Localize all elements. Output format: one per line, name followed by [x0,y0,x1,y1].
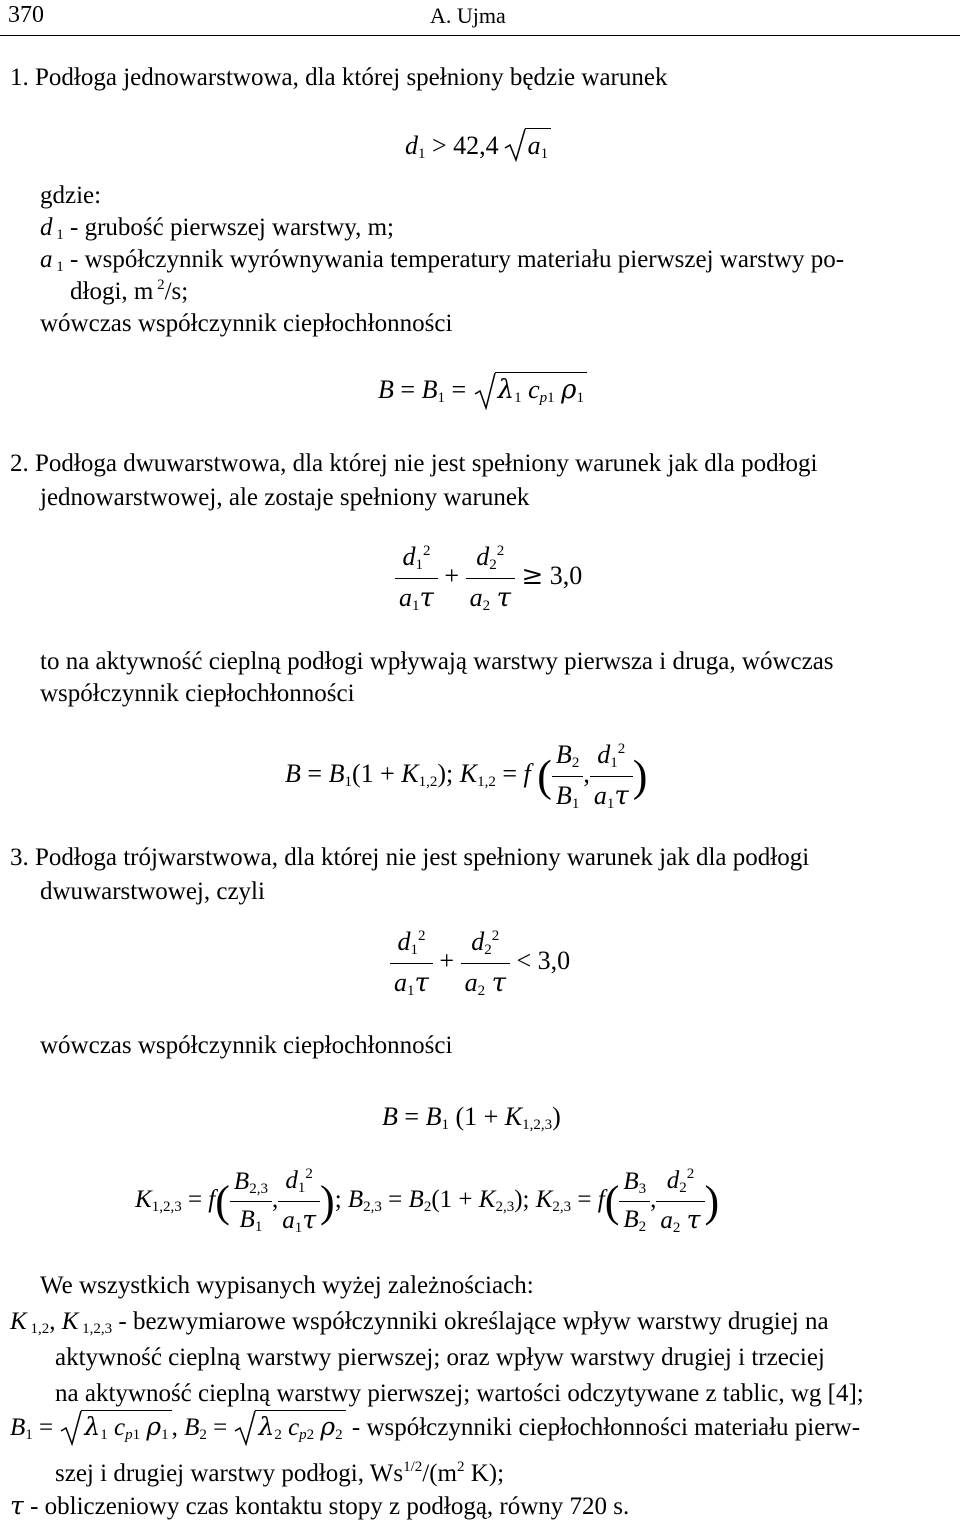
section-2-after-2: współczynnik ciepłochłonności [40,680,355,707]
equation-condition-2: $\frac{d_1^2}{a_1\tau}$ + $\frac{d_2^2}{a_2 \tau}$ ≥ 3,0 [395,540,582,616]
section-2-intro-2: jednowarstwowej, ale zostaje spełniony warunek [40,484,530,511]
d1-definition: d $_1$ - grubość pierwszej warstwy, m; [40,214,394,243]
footer-intro: We wszystkich wypisanych wyżej zależnościach: [40,1272,534,1299]
equation-condition-3: $\frac{d_1^2}{a_1\tau}$ + $\frac{d_2^2}{a_2 \tau}$ < 3,0 [390,925,570,1001]
section-3-intro-1: 3. Podłoga trójwarstwowa, dla której nie jest spełniony warunek jak dla podłogi [10,844,810,871]
a1-definition-cont: dłogi, m $^2$/s; [70,277,189,305]
section-3-wowczas: wówczas współczynnik ciepłochłonności [40,1032,453,1059]
k-definition-3: na aktywność cieplną warstwy pierwszej; wartości odczytywane z tablic, wg [4]; [55,1380,864,1407]
section-2-intro-1: 2. Podłoga dwuwarstwowa, dla której nie jest spełniony warunek jak dla podłogi [10,450,818,477]
section-1-wowczas: wówczas współczynnik ciepłochłonności [40,310,453,337]
running-head-author: A. Ujma [430,3,506,28]
page-number: 370 [8,2,44,28]
equation-condition-1: $d_1 > 42,4$ $a_1$ [405,128,551,165]
section-3-intro-2: dwuwarstwowej, czyli [40,878,265,905]
equation-B-3: $B = B_1$ $(1 + K_{1,2,3})$ [382,1102,561,1133]
b-definition-1: $B_1$ = $\lambda_1$ $c_{p1}$ $\rho_1$ , $B_2$ = $\lambda_2$ $c_{p2}$ $\rho_2$ - współczynniki ciepłochłonności materiału pierw- [10,1410,860,1446]
equation-B-2: $B = B_1(1 + K_{1,2})$; $K_{1,2} = f$ ( $\frac{B_2}{B_1}$ , $\frac{d_1^2}{a_1\tau}$ ) [285,740,648,812]
page-header [0,0,960,36]
a1-definition: a $_1$ - współczynnik wyrównywania temperatury materiału pierwszej warstwy po- [40,246,845,275]
k-definition-1: K $_{1,2}$, K $_{1,2,3}$ - bezwymiarowe współczynniki określające wpływ warstwy drugiej na [10,1308,829,1337]
k-definition-2: aktywność cieplną warstwy pierwszej; oraz wpływ warstwy drugiej i trzeciej [55,1344,825,1371]
gdzie-label: gdzie: [40,182,102,209]
section-1-intro: 1. Podłoga jednowarstwowa, dla której spełniony będzie warunek [10,64,668,91]
b-definition-2: szej i drugiej warstwy podłogi, $Ws^{1/2}/(m^2$ K); [55,1459,505,1487]
tau-definition: τ - obliczeniowy czas kontaktu stopy z podłogą, równy 720 s. [10,1491,630,1520]
equation-B-1: $B = B_1$ = $\lambda_1$ $c_{p1}$ $\rho_1$ [378,372,587,409]
section-2-after-1: to na aktywność cieplną podłogi wpływają warstwy pierwsza i druga, wówczas [40,648,834,675]
equation-K-3: $K_{1,2,3} = f$( $\frac{B_{2,3}}{B_1}$ , $\frac{d_1^2}{a_1\tau}$ ); $B_{2,3} = B_2(1 + K_{2,3})$; $K_{2,3} = f$( $\frac{B_3}{B_2}$ , $\frac{d_2^2}{a_2 \tau}$ ) [135,1166,720,1236]
